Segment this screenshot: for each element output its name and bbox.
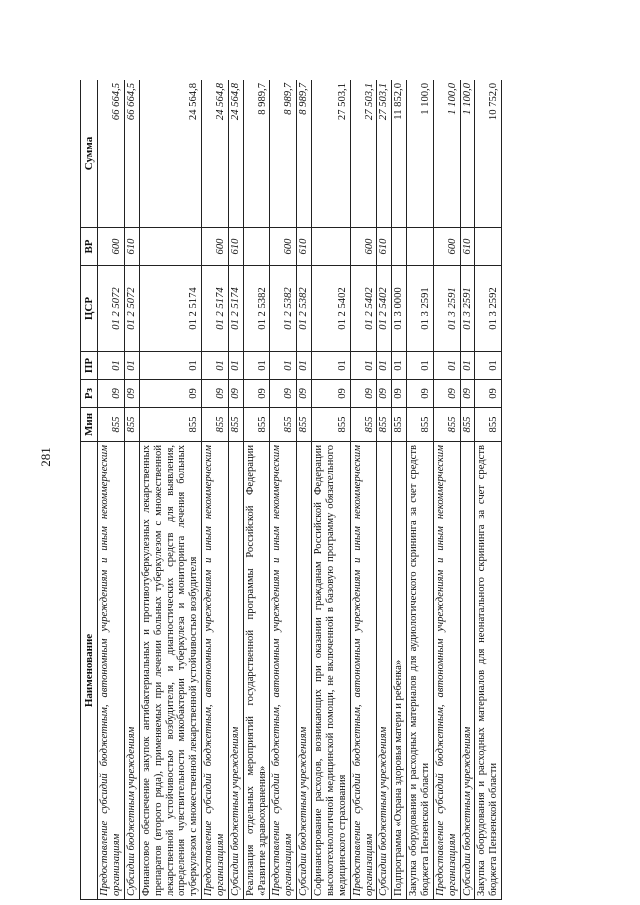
cell-pr: 01 bbox=[270, 352, 297, 380]
cell-rz: 09 bbox=[297, 380, 312, 408]
cell-vr: 600 bbox=[433, 228, 460, 266]
cell-vr: 600 bbox=[98, 228, 125, 266]
cell-pr: 01 bbox=[228, 352, 243, 380]
cell-name: Субсидии бюджетным учреждениям bbox=[297, 442, 312, 900]
cell-sum: 11 852,0 bbox=[392, 80, 407, 228]
cell-min: 855 bbox=[377, 408, 392, 442]
cell-csr: 01 2 5382 bbox=[297, 266, 312, 352]
table-row bbox=[433, 80, 460, 900]
cell-min: 855 bbox=[297, 408, 312, 442]
cell-min: 855 bbox=[460, 408, 475, 442]
header-csr: ЦСР bbox=[81, 266, 98, 352]
cell-pr: 01 bbox=[297, 352, 312, 380]
header-min: Мин bbox=[81, 408, 98, 442]
cell-name: Реализация отдельных мероприятий государственной программы Российской Федерации «Развитие здравоохранения» bbox=[243, 442, 270, 900]
cell-sum: 66 664,5 bbox=[125, 80, 140, 228]
cell-pr: 01 bbox=[475, 352, 502, 380]
cell-name: Субсидии бюджетным учреждениям bbox=[460, 442, 475, 900]
cell-sum: 1 100,0 bbox=[407, 80, 434, 228]
cell-name: Субсидии бюджетным учреждениям bbox=[228, 442, 243, 900]
cell-vr: 600 bbox=[202, 228, 229, 266]
cell-csr: 01 2 5402 bbox=[350, 266, 377, 352]
table-row bbox=[98, 80, 125, 900]
table-row bbox=[270, 80, 297, 900]
cell-csr: 01 2 5382 bbox=[270, 266, 297, 352]
cell-sum: 8 989,7 bbox=[270, 80, 297, 228]
header-sum: Сумма bbox=[81, 80, 98, 228]
cell-sum: 1 100,0 bbox=[460, 80, 475, 228]
table-row bbox=[243, 80, 270, 900]
cell-name: Предоставление субсидий бюджетным, автономным учреждениям и иным некоммерческим организациям bbox=[433, 442, 460, 900]
cell-name: Субсидии бюджетным учреждениям bbox=[125, 442, 140, 900]
cell-vr bbox=[407, 228, 434, 266]
cell-name: Софинансирование расходов, возникающих при оказании гражданам Российской Федерации высокотехнологичной медицинской помощи, не включенной в базовую программу обязательного медицинского страхования bbox=[312, 442, 351, 900]
cell-min: 855 bbox=[228, 408, 243, 442]
cell-min: 855 bbox=[270, 408, 297, 442]
cell-rz: 09 bbox=[243, 380, 270, 408]
table-row bbox=[297, 80, 312, 900]
page-number: 281 bbox=[38, 447, 53, 467]
cell-csr: 01 3 2592 bbox=[475, 266, 502, 352]
cell-vr: 610 bbox=[228, 228, 243, 266]
cell-min: 855 bbox=[475, 408, 502, 442]
header-name: Наименование bbox=[81, 442, 98, 900]
cell-rz: 09 bbox=[392, 380, 407, 408]
cell-csr: 01 2 5402 bbox=[377, 266, 392, 352]
cell-sum: 27 503,1 bbox=[350, 80, 377, 228]
cell-vr: 600 bbox=[270, 228, 297, 266]
cell-sum: 27 503,1 bbox=[312, 80, 351, 228]
cell-name: Закупка оборудования и расходных материалов для аудиологического скрининга за счет средств бюджета Пензенской области bbox=[407, 442, 434, 900]
rotated-page-area bbox=[80, 80, 570, 900]
cell-rz: 09 bbox=[433, 380, 460, 408]
cell-min: 855 bbox=[139, 408, 201, 442]
cell-name: Подпрограмма «Охрана здоровья матери и ребенка» bbox=[392, 442, 407, 900]
cell-pr: 01 bbox=[460, 352, 475, 380]
header-vr: ВР bbox=[81, 228, 98, 266]
cell-sum: 66 664,5 bbox=[98, 80, 125, 228]
cell-csr: 01 3 2591 bbox=[407, 266, 434, 352]
cell-rz: 09 bbox=[139, 380, 201, 408]
cell-name: Закупка оборудования и расходных материалов для неонатального скрининга за счет средств бюджета Пензенской области bbox=[475, 442, 502, 900]
table-row bbox=[475, 80, 502, 900]
cell-rz: 09 bbox=[475, 380, 502, 408]
cell-pr: 01 bbox=[407, 352, 434, 380]
cell-rz: 09 bbox=[312, 380, 351, 408]
cell-sum: 1 100,0 bbox=[433, 80, 460, 228]
cell-min: 855 bbox=[350, 408, 377, 442]
cell-vr bbox=[312, 228, 351, 266]
cell-pr: 01 bbox=[125, 352, 140, 380]
table-row bbox=[350, 80, 377, 900]
header-pr: ПР bbox=[81, 352, 98, 380]
budget-table bbox=[80, 80, 502, 900]
cell-pr: 01 bbox=[202, 352, 229, 380]
cell-pr: 01 bbox=[433, 352, 460, 380]
cell-min: 855 bbox=[312, 408, 351, 442]
cell-sum: 8 989,7 bbox=[243, 80, 270, 228]
cell-rz: 09 bbox=[377, 380, 392, 408]
cell-vr bbox=[139, 228, 201, 266]
cell-sum: 8 989,7 bbox=[297, 80, 312, 228]
cell-vr: 600 bbox=[350, 228, 377, 266]
cell-name: Предоставление субсидий бюджетным, автономным учреждениям и иным некоммерческим организациям bbox=[350, 442, 377, 900]
cell-vr bbox=[243, 228, 270, 266]
cell-name: Предоставление субсидий бюджетным, автономным учреждениям и иным некоммерческим организациям bbox=[202, 442, 229, 900]
cell-sum: 24 564,8 bbox=[139, 80, 201, 228]
cell-rz: 09 bbox=[228, 380, 243, 408]
table-row bbox=[460, 80, 475, 900]
table-row bbox=[125, 80, 140, 900]
cell-min: 855 bbox=[125, 408, 140, 442]
cell-min: 855 bbox=[243, 408, 270, 442]
table-row bbox=[202, 80, 229, 900]
table-header-row bbox=[81, 80, 98, 900]
header-rz: Рз bbox=[81, 380, 98, 408]
table-row bbox=[312, 80, 351, 900]
cell-pr: 01 bbox=[377, 352, 392, 380]
cell-sum: 27 503,1 bbox=[377, 80, 392, 228]
table-row bbox=[407, 80, 434, 900]
cell-csr: 01 3 2591 bbox=[433, 266, 460, 352]
cell-sum: 10 752,0 bbox=[475, 80, 502, 228]
cell-vr bbox=[392, 228, 407, 266]
cell-pr: 01 bbox=[392, 352, 407, 380]
cell-rz: 09 bbox=[460, 380, 475, 408]
cell-rz: 09 bbox=[350, 380, 377, 408]
cell-csr: 01 2 5174 bbox=[228, 266, 243, 352]
cell-vr bbox=[475, 228, 502, 266]
cell-name: Финансовое обеспечение закупок антибактериальных и противотуберкулезных лекарственных препаратов (второго ряда), применяемых при лечении больных туберкулезом с множественной лекарственной устойчивостью возбудителя, и диагностических средств для выявления, определения чувствительности микобактерии туберкулеза и мониторинга лечения больных туберкулезом с множественной лекарственной устойчивостью возбудителя bbox=[139, 442, 201, 900]
cell-rz: 09 bbox=[98, 380, 125, 408]
cell-vr: 610 bbox=[377, 228, 392, 266]
cell-rz: 09 bbox=[407, 380, 434, 408]
table-row bbox=[392, 80, 407, 900]
cell-rz: 09 bbox=[125, 380, 140, 408]
cell-vr: 610 bbox=[460, 228, 475, 266]
table-row bbox=[228, 80, 243, 900]
cell-name: Предоставление субсидий бюджетным, автономным учреждениям и иным некоммерческим организациям bbox=[98, 442, 125, 900]
cell-rz: 09 bbox=[270, 380, 297, 408]
cell-min: 855 bbox=[433, 408, 460, 442]
cell-vr: 610 bbox=[125, 228, 140, 266]
cell-csr: 01 3 2591 bbox=[460, 266, 475, 352]
cell-rz: 09 bbox=[202, 380, 229, 408]
table-row bbox=[377, 80, 392, 900]
cell-pr: 01 bbox=[312, 352, 351, 380]
cell-pr: 01 bbox=[243, 352, 270, 380]
budget-table-container bbox=[80, 80, 570, 900]
cell-pr: 01 bbox=[98, 352, 125, 380]
cell-csr: 01 2 5174 bbox=[202, 266, 229, 352]
cell-min: 855 bbox=[407, 408, 434, 442]
cell-pr: 01 bbox=[139, 352, 201, 380]
cell-csr: 01 3 0000 bbox=[392, 266, 407, 352]
cell-csr: 01 2 5072 bbox=[125, 266, 140, 352]
cell-csr: 01 2 5174 bbox=[139, 266, 201, 352]
cell-sum: 24 564,8 bbox=[228, 80, 243, 228]
cell-min: 855 bbox=[202, 408, 229, 442]
cell-pr: 01 bbox=[350, 352, 377, 380]
cell-name: Предоставление субсидий бюджетным, автономным учреждениям и иным некоммерческим организациям bbox=[270, 442, 297, 900]
cell-sum: 24 564,8 bbox=[202, 80, 229, 228]
table-body bbox=[98, 80, 502, 900]
cell-min: 855 bbox=[392, 408, 407, 442]
cell-vr: 610 bbox=[297, 228, 312, 266]
cell-csr: 01 2 5382 bbox=[243, 266, 270, 352]
cell-name: Субсидии бюджетным учреждениям bbox=[377, 442, 392, 900]
table-row bbox=[139, 80, 201, 900]
cell-csr: 01 2 5402 bbox=[312, 266, 351, 352]
cell-min: 855 bbox=[98, 408, 125, 442]
cell-csr: 01 2 5072 bbox=[98, 266, 125, 352]
